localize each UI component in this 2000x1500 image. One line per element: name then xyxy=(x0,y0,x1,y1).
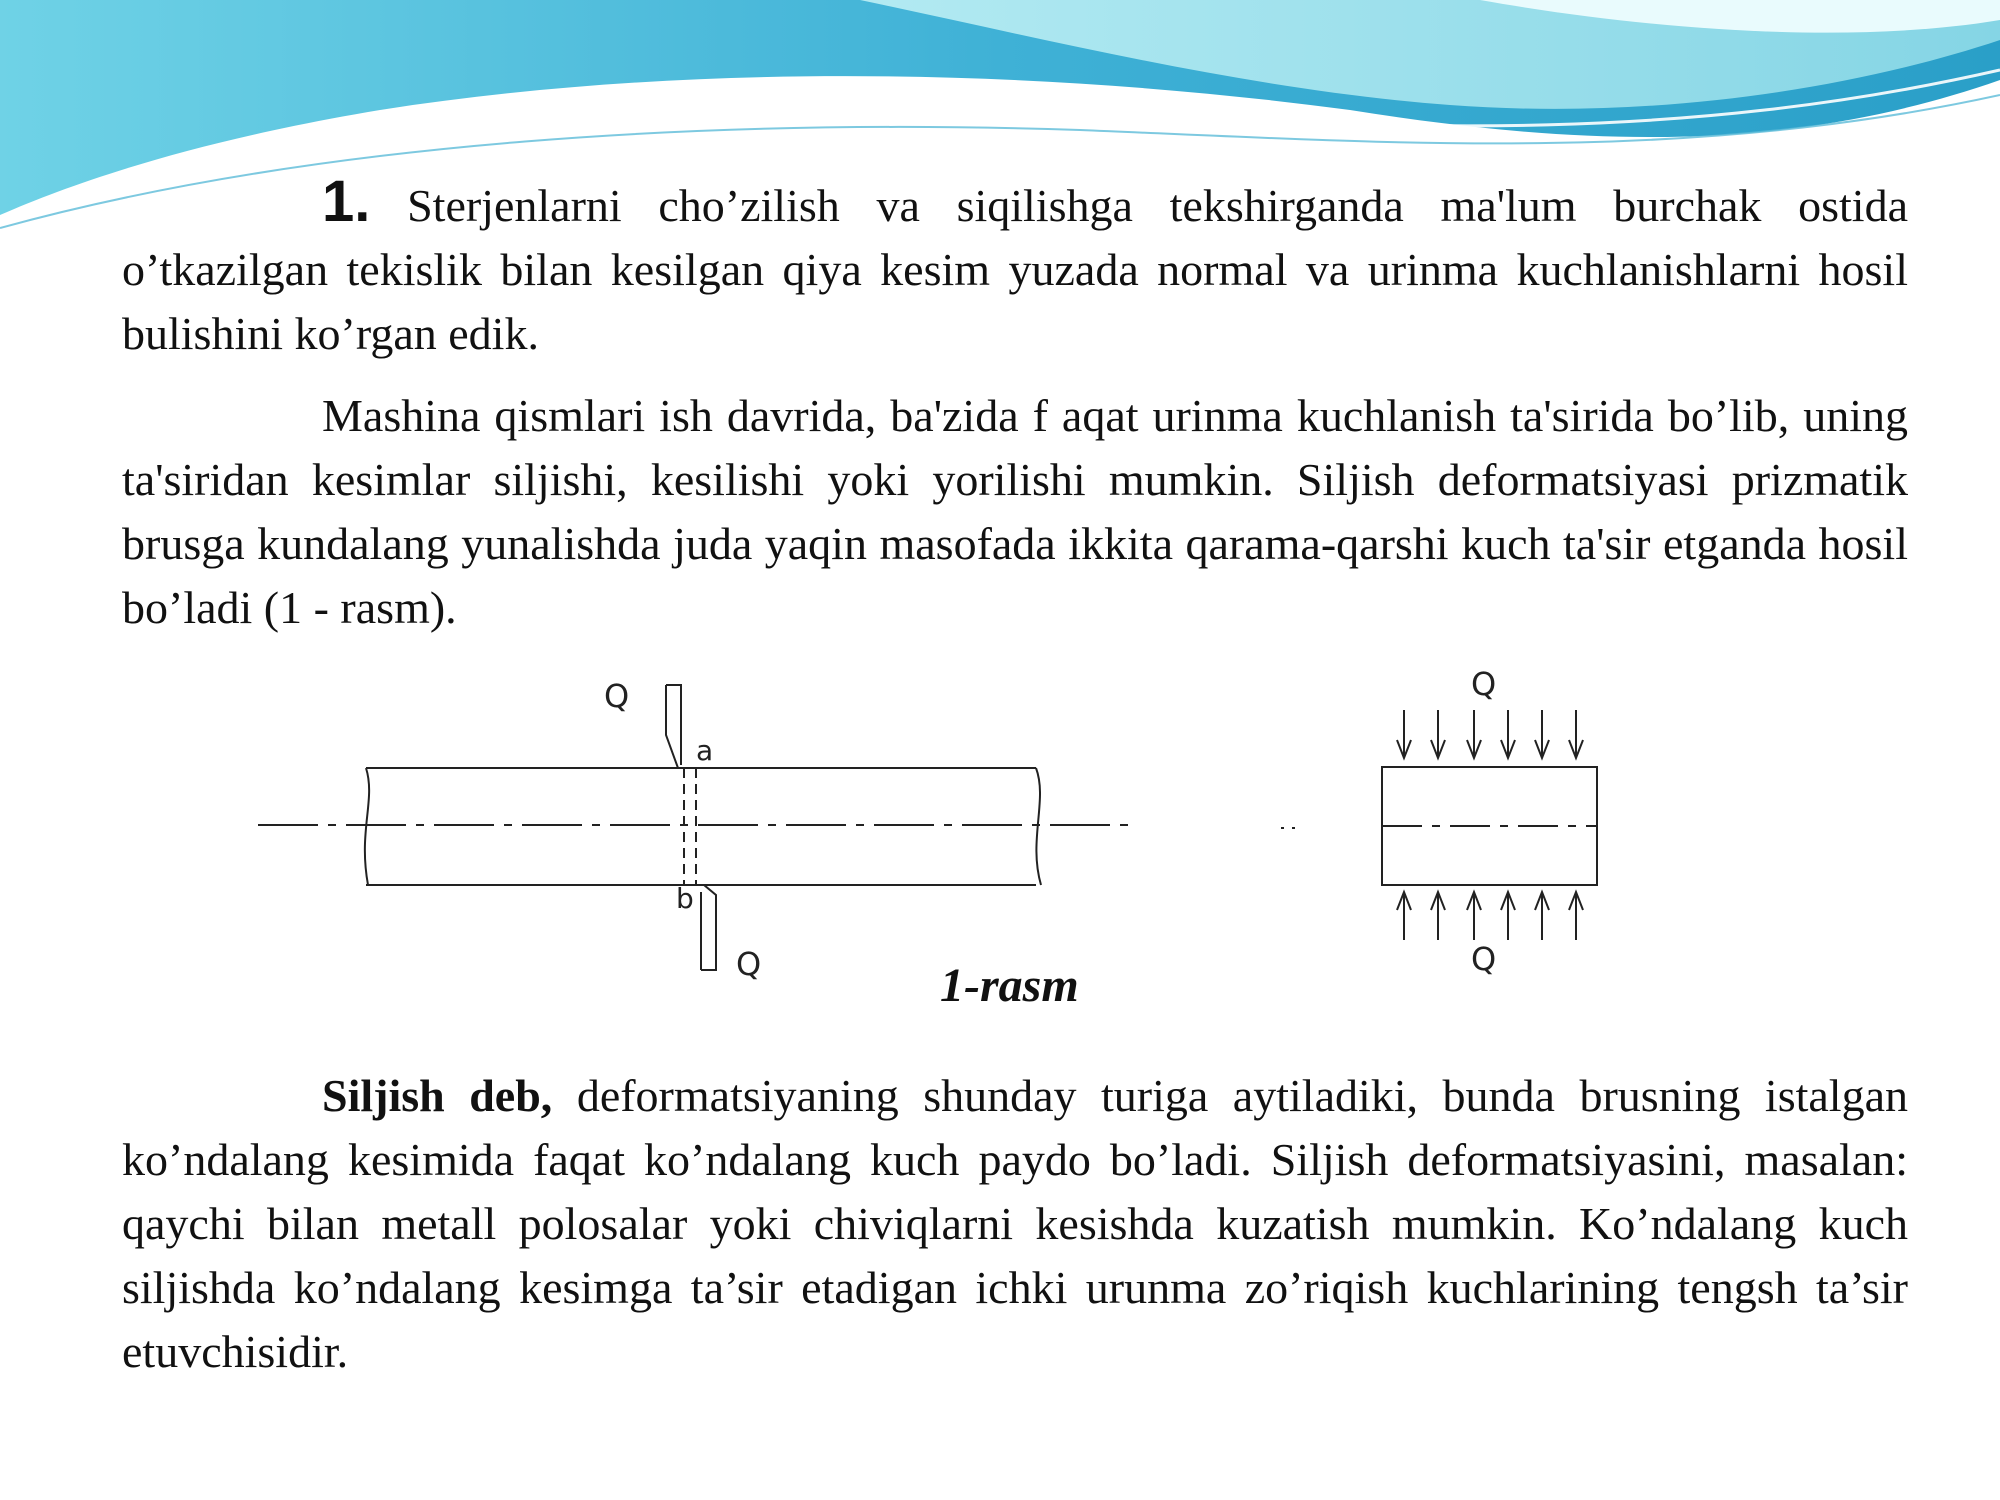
load-arrow-down xyxy=(1501,710,1515,758)
load-arrow-down xyxy=(1397,710,1411,758)
figure-caption: 1-rasm xyxy=(940,959,1079,1012)
load-arrow-up xyxy=(1501,892,1515,940)
bar-body xyxy=(365,768,1041,885)
paragraph-number: 1. xyxy=(322,169,371,234)
paragraph-3-text: deformatsiyaning shunday turiga aytiladiki, bunda brusning istalgan ko’ndalang kesimida faqat ko’ndalang kuch paydo bo’ladi. Siljish deformatsiyasini, masalan: qaychi bilan metall polosalar yoki chiviqlarni kesishda kuzatish mumkin. Ko’ndalang kuch siljishda ko’ndalang kesimga ta’sir etadigan ichki urunma zo’riqish kuchlarining tengsh ta’sir etuvchisidir. xyxy=(122,1070,1909,1377)
load-arrow-up xyxy=(1431,892,1445,940)
paragraph-2 xyxy=(122,384,1908,640)
bottom-load-arrows xyxy=(1397,892,1583,940)
load-arrow-up xyxy=(1467,892,1481,940)
paragraph-1-text: Sterjenlarni cho’zilish va siqilishga tekshirganda ma'lum burchak ostida o’tkazilgan tekislik bilan kesilgan qiya kesim yuzada normal va urinma kuchlanishlarni hosil bulishini ko’rgan edik. xyxy=(122,180,1908,359)
load-arrow-up xyxy=(1569,892,1583,940)
load-arrow-down xyxy=(1535,710,1549,758)
paragraph-2-text: Mashina qismlari ish davrida, ba'zida f aqat urinma kuchlanish ta'sirida bo’lib, uning ta'siridan kesimlar siljishi, kesilishi yoki yorilishi mumkin. Siljish deformatsiyasi prizmatik brusga kundalang yunalishda juda yaqin masofada ikkita qarama-qarshi kuch ta'sir etganda hosil bo’ladi (1 - rasm). xyxy=(122,390,1908,633)
point-label-b: b xyxy=(676,882,694,915)
load-arrow-down xyxy=(1467,710,1481,758)
paragraph-1 xyxy=(122,170,1908,366)
point-label-a: a xyxy=(696,734,714,767)
top-blade xyxy=(666,685,681,768)
force-label-top-right: Q xyxy=(1471,665,1497,703)
paragraph-3 xyxy=(122,1064,1908,1384)
force-label-bottom: Q xyxy=(736,945,762,983)
force-label-bottom-right: Q xyxy=(1471,940,1497,978)
top-load-arrows xyxy=(1397,710,1583,758)
bottom-blade xyxy=(701,885,716,970)
paragraph-3-bold-lead: Siljish deb, xyxy=(322,1070,553,1121)
load-arrow-up xyxy=(1535,892,1549,940)
load-arrow-down xyxy=(1569,710,1583,758)
force-label-top: Q xyxy=(604,677,630,715)
load-arrow-up xyxy=(1397,892,1411,940)
load-arrow-down xyxy=(1431,710,1445,758)
